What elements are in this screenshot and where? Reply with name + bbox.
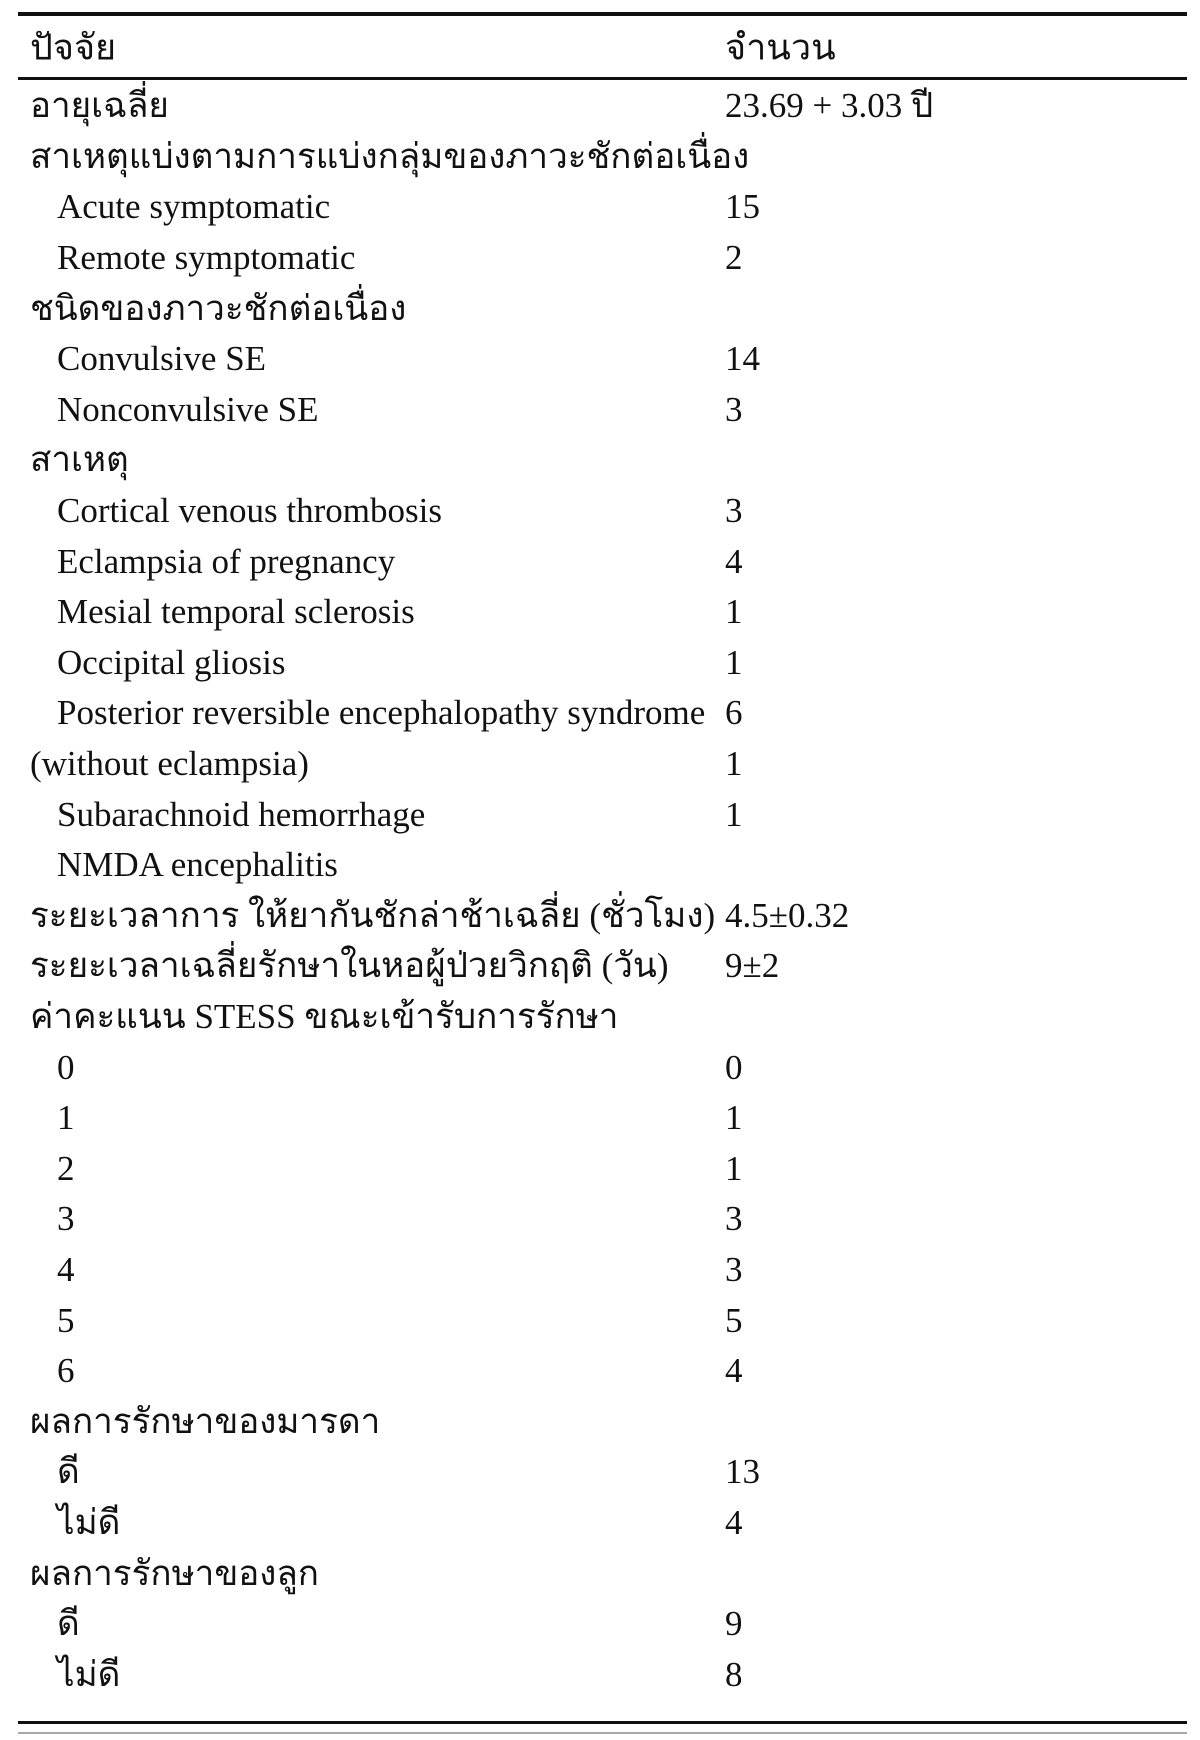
row-label: Eclampsia of pregnancy: [57, 541, 396, 581]
row-label: 2: [57, 1148, 75, 1188]
row-label: Acute symptomatic: [57, 187, 331, 227]
table-row: [0, 1093, 1200, 1144]
row-label: อายุเฉลี่ย: [30, 86, 169, 126]
row-value: 4: [725, 1350, 743, 1390]
row-label: 1: [57, 1097, 75, 1137]
row-label: Cortical venous thrombosis: [57, 490, 442, 530]
row-value: 4: [725, 541, 743, 581]
row-label: Posterior reversible encephalopathy syndrome: [57, 693, 706, 733]
row-value: 6: [725, 693, 743, 733]
table-row: [0, 486, 1200, 537]
table-row: [0, 739, 1200, 790]
table-row: [0, 1498, 1200, 1549]
table-row: [0, 1295, 1200, 1346]
table-bottom-border-secondary: [18, 1732, 1187, 1734]
row-value: 5: [725, 1300, 743, 1340]
table-row: [0, 233, 1200, 284]
row-label: ระยะเวลาเฉลี่ยรักษาในหอผู้ป่วยวิกฤติ (วัน): [30, 946, 669, 986]
table-row: [0, 840, 1200, 891]
table-row: [0, 334, 1200, 385]
row-label: ดี: [57, 1452, 80, 1492]
row-label: Remote symptomatic: [57, 237, 356, 277]
table-row: [0, 132, 1200, 183]
row-value: 1: [725, 591, 743, 631]
row-label: Nonconvulsive SE: [57, 389, 319, 429]
row-label: ระยะเวลาการ ให้ยากันชักล่าช้าเฉลี่ย (ชั่วโมง): [30, 895, 716, 935]
row-label: 6: [57, 1350, 75, 1390]
table-row: [0, 536, 1200, 587]
table-body: [0, 81, 1200, 1700]
table-row: [0, 1346, 1200, 1397]
table-row: [0, 1143, 1200, 1194]
row-value: 4: [725, 1502, 743, 1542]
table-row: [0, 688, 1200, 739]
table-row: [0, 789, 1200, 840]
row-label: 3: [57, 1199, 75, 1239]
row-label: ชนิดของภาวะชักต่อเนื่อง: [30, 288, 407, 328]
row-label: ผลการรักษาของมารดา: [30, 1401, 381, 1441]
table-row: [0, 1649, 1200, 1700]
row-value: 0: [725, 1047, 743, 1087]
row-value: 2: [725, 237, 743, 277]
row-value: 9: [725, 1603, 743, 1643]
table-row: [0, 1599, 1200, 1650]
row-label: ไม่ดี: [57, 1502, 121, 1542]
row-value: 1: [725, 743, 743, 783]
table-row: [0, 587, 1200, 638]
table-row: [0, 1548, 1200, 1599]
column-header-count: จำนวน: [725, 27, 836, 67]
table-bottom-border: [18, 1721, 1187, 1724]
row-label: Subarachnoid hemorrhage: [57, 794, 426, 834]
table-row: [0, 1042, 1200, 1093]
row-value: 3: [725, 490, 743, 530]
row-label: ค่าคะแนน STESS ขณะเข้ารับการรักษา: [30, 996, 619, 1036]
table-row: [0, 1245, 1200, 1296]
row-label: 0: [57, 1047, 75, 1087]
row-value: 8: [725, 1654, 743, 1694]
table-row: [0, 81, 1200, 132]
row-value: 3: [725, 1249, 743, 1289]
row-value: 1: [725, 642, 743, 682]
table-row: [0, 891, 1200, 942]
row-value: 4.5±0.32: [725, 895, 850, 935]
table-row: [0, 638, 1200, 689]
table-row: [0, 1447, 1200, 1498]
row-value: 14: [725, 339, 760, 379]
table-row: [0, 385, 1200, 436]
table-row: [0, 1396, 1200, 1447]
row-value: 1: [725, 1148, 743, 1188]
row-value: 1: [725, 794, 743, 834]
table-row: [0, 435, 1200, 486]
column-header-factor: ปัจจัย: [30, 27, 117, 67]
table-row: [0, 1194, 1200, 1245]
row-value: 15: [725, 187, 760, 227]
row-label: สาเหตุ: [30, 440, 129, 480]
table-row: [0, 283, 1200, 334]
table-row: [0, 941, 1200, 992]
row-label: ดี: [57, 1603, 80, 1643]
row-value: 3: [725, 389, 743, 429]
row-label: Mesial temporal sclerosis: [57, 591, 415, 631]
row-label: 4: [57, 1249, 75, 1289]
row-value: 23.69 + 3.03 ปี: [725, 86, 934, 126]
row-value: 13: [725, 1452, 760, 1492]
row-value: 1: [725, 1097, 743, 1137]
row-label: ผลการรักษาของลูก: [30, 1553, 319, 1593]
table-row: [0, 992, 1200, 1043]
row-label: Convulsive SE: [57, 339, 267, 379]
row-value: 3: [725, 1199, 743, 1239]
row-label: 5: [57, 1300, 75, 1340]
row-label: NMDA encephalitis: [57, 844, 338, 884]
row-label: สาเหตุแบ่งตามการแบ่งกลุ่มของภาวะชักต่อเนื่อง: [30, 136, 750, 176]
header-separator-border: [18, 77, 1187, 80]
row-value: 9±2: [725, 946, 780, 986]
table-row: [0, 182, 1200, 233]
table-header-row: [0, 16, 1200, 77]
row-label: ไม่ดี: [57, 1654, 121, 1694]
row-label: Occipital gliosis: [57, 642, 286, 682]
row-label: (without eclampsia): [30, 743, 309, 783]
